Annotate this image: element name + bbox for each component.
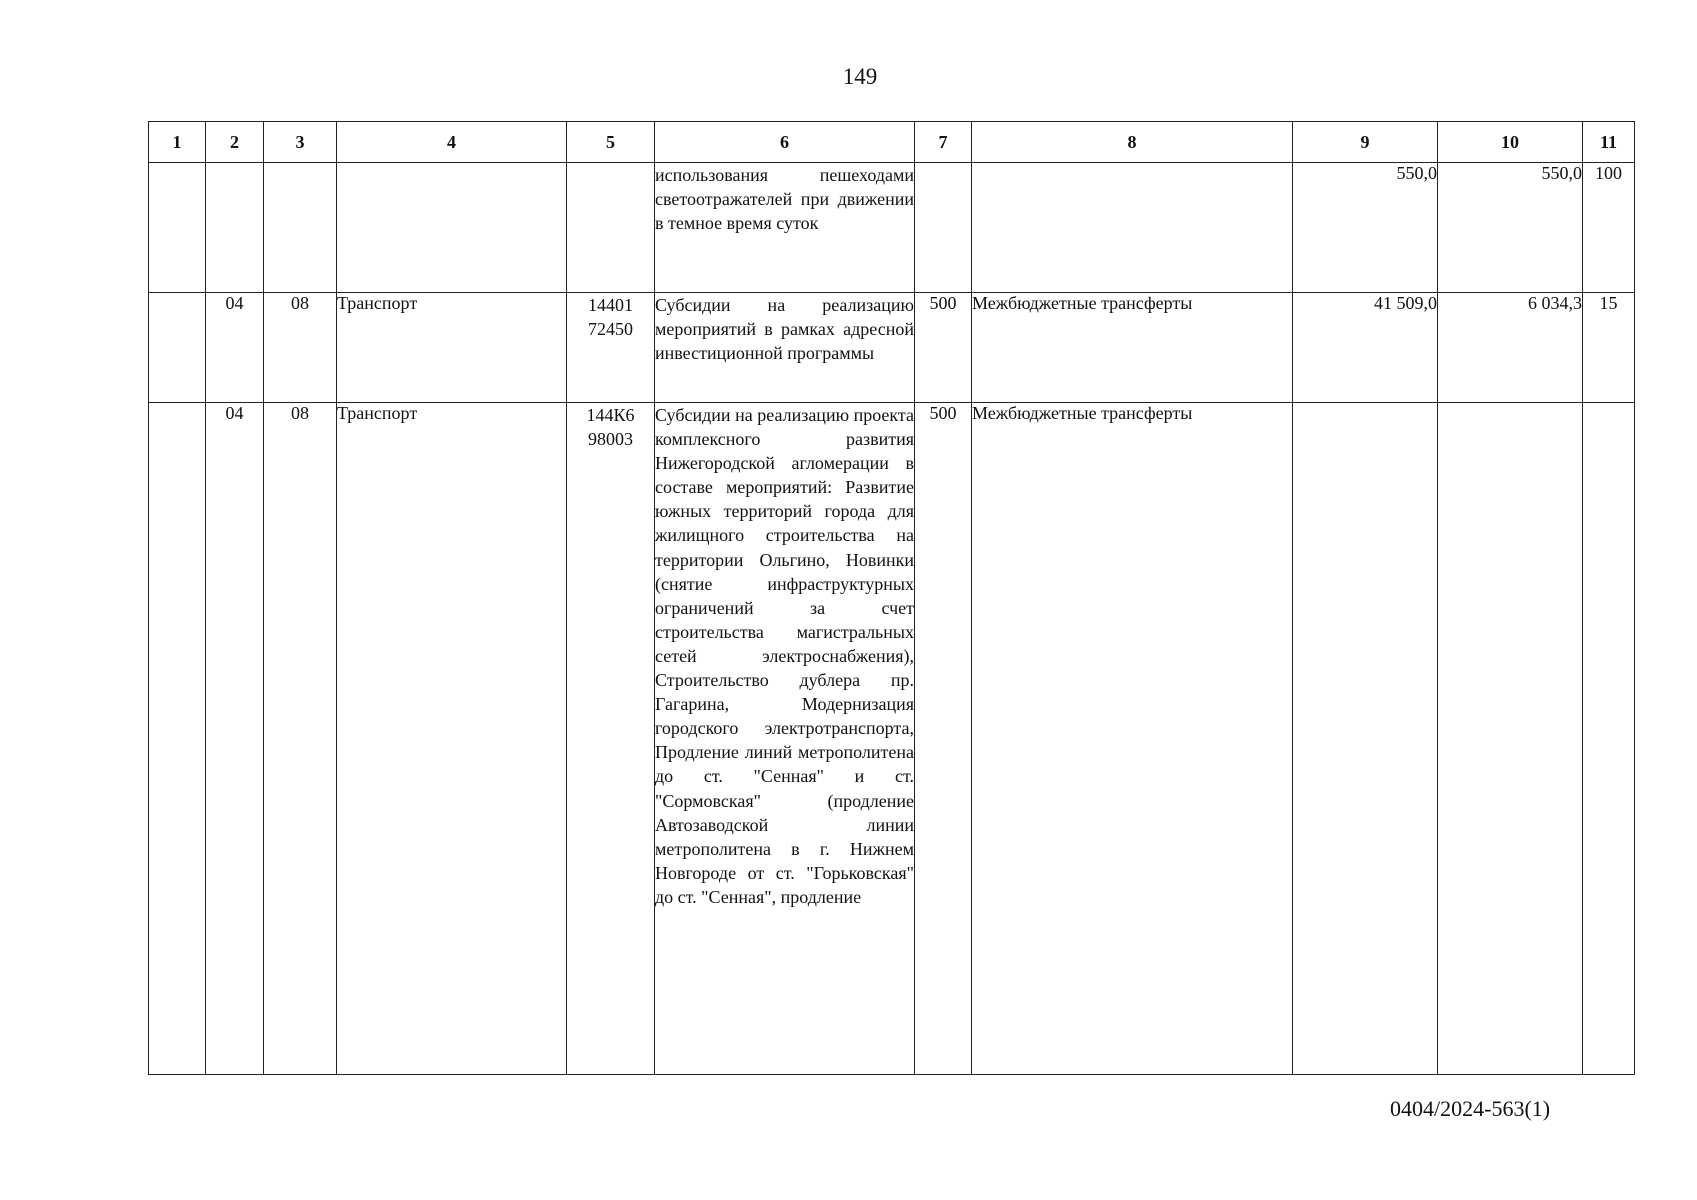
cell-row1-target-code (567, 163, 655, 293)
cell-row1-plan: 550,0 (1293, 163, 1438, 293)
cell-row1-description: использования пешеходами светоотражателей при движении в темное время суток (655, 163, 915, 293)
cell-row1-subsection (264, 163, 337, 293)
budget-table (148, 121, 1635, 1075)
col-header-6: 6 (655, 122, 915, 163)
cell-row3-target-code-text: 144К698003 (586, 405, 635, 449)
table-row (149, 403, 1635, 1075)
cell-row2-description: Субсидии на реализацию мероприятий в рамках адресной инвестиционной программы (655, 293, 915, 403)
cell-row3-plan (1293, 403, 1438, 1075)
cell-row3-target-code (567, 403, 655, 1075)
col-header-4: 4 (337, 122, 567, 163)
table-header-row (149, 122, 1635, 163)
cell-row3-percent (1583, 403, 1635, 1075)
cell-row2-expense-type: 500 (915, 293, 972, 403)
col-header-1: 1 (149, 122, 206, 163)
cell-row2-percent: 15 (1583, 293, 1635, 403)
table-row (149, 293, 1635, 403)
col-header-2: 2 (206, 122, 264, 163)
cell-row3-description-text: Субсидии на реализацию проекта комплексного развития Нижегородской агломерации в составе мероприятий: Развитие южных территорий города для жилищного строительства на территории Ольгино, Новинки (снятие инфраструктурных ограничений за счет строительства магистральных сетей электроснабжения), Строительство дублера пр. Гагарина, Модернизация городского электротранспорта, Продление линий метрополитена до ст. "Сенная" и ст. "Сормовская" (продление Автозаводской линии метрополитена в г. Нижнем Новгороде от ст. "Горьковская" до ст. "Сенная", продление (655, 405, 914, 907)
cell-row3-col1 (149, 403, 206, 1075)
col-header-7: 7 (915, 122, 972, 163)
cell-row2-subsection: 08 (264, 293, 337, 403)
cell-row3-section: 04 (206, 403, 264, 1075)
col-header-3: 3 (264, 122, 337, 163)
col-header-5: 5 (567, 122, 655, 163)
cell-row2-col1 (149, 293, 206, 403)
col-header-10: 10 (1438, 122, 1583, 163)
cell-row3-description (655, 403, 915, 1075)
cell-row3-expense-type: 500 (915, 403, 972, 1075)
cell-row2-section: 04 (206, 293, 264, 403)
cell-row2-target-code-text: 1440172450 (588, 295, 633, 339)
table-row (149, 163, 1635, 293)
col-header-9: 9 (1293, 122, 1438, 163)
cell-row1-expense-name (972, 163, 1293, 293)
col-header-11: 11 (1583, 122, 1635, 163)
cell-row2-expense-name: Межбюджетные трансферты (972, 293, 1293, 403)
col-header-8: 8 (972, 122, 1293, 163)
cell-row1-name (337, 163, 567, 293)
cell-row3-name: Транспорт (337, 403, 567, 1075)
cell-row2-actual: 6 034,3 (1438, 293, 1583, 403)
cell-row1-percent: 100 (1583, 163, 1635, 293)
cell-row2-target-code (567, 293, 655, 403)
cell-row1-expense-type (915, 163, 972, 293)
cell-row3-subsection: 08 (264, 403, 337, 1075)
cell-row1-section (206, 163, 264, 293)
cell-row1-col1 (149, 163, 206, 293)
document-code: 0404/2024-563(1) (1390, 1096, 1551, 1121)
page-number: 149 (842, 64, 878, 89)
cell-row1-actual: 550,0 (1438, 163, 1583, 293)
cell-row3-expense-name: Межбюджетные трансферты (972, 403, 1293, 1075)
cell-row2-plan: 41 509,0 (1293, 293, 1438, 403)
cell-row3-actual (1438, 403, 1583, 1075)
cell-row2-name: Транспорт (337, 293, 567, 403)
